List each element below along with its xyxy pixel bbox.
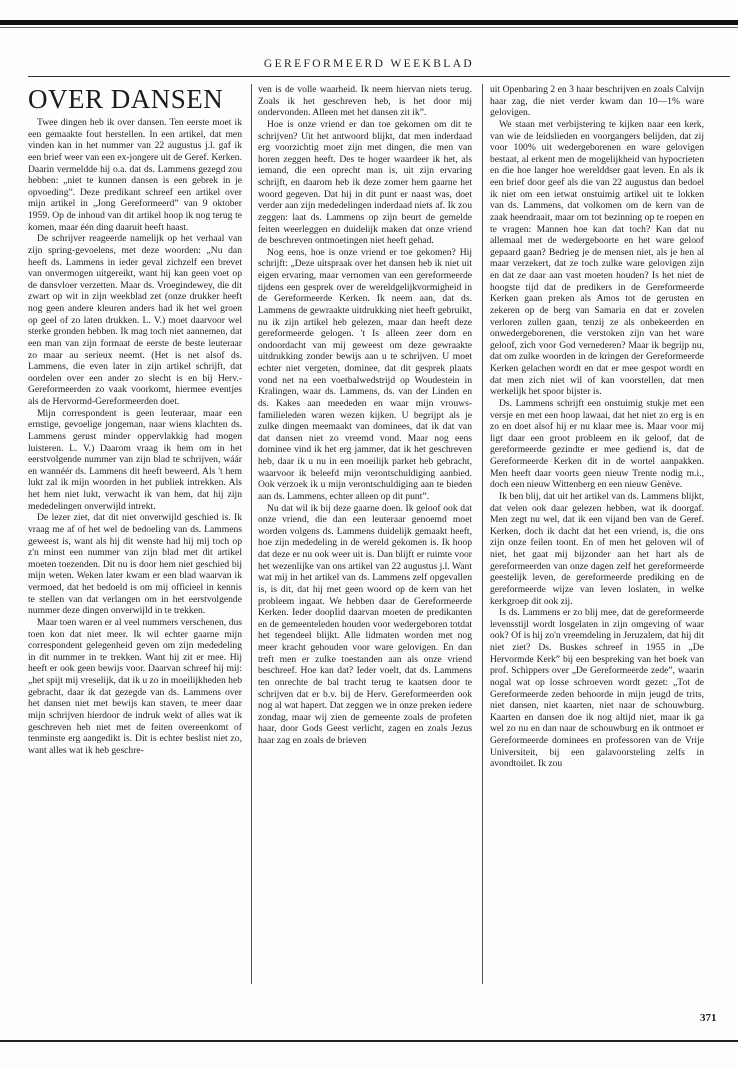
article-column-3 bbox=[490, 84, 704, 770]
top-border-rule bbox=[0, 20, 738, 25]
page-number: 371 bbox=[700, 1012, 717, 1024]
header-rule bbox=[28, 76, 730, 77]
paragraph: De schrijver reageerde namelijk op het verhaal van zijn spring-gevoelens, met deze woorden: „Nu dan heeft ds. Lammens in ieder geval zichzelf een brevet van onvermogen uitgereikt, want hij kan geen voet op de dansvloer verzetten. Maar ds. Vroegindewey, die dit zwart op wit in zijn weekblad zet (onze drukker heeft nog geen andere kleuren anders had ik het wel groen op geel of zo laten drukken. L. V.) moet daarvoor wel sterke gronden hebben. Ik mag toch niet aannemen, dat een man van zijn formaat de eerste de beste leuteraar zo maar au serieux neemt. (Het is net alsof ds. Lammens, die even later in zijn artikel schrijft, dat oordelen over een ander zo slecht is en bij Herv.-Gereformeerden zo vaak voorkomt, hiermee eventjes als de Hervormd-Gereformeerden doet. bbox=[28, 233, 242, 407]
column-divider bbox=[251, 84, 252, 984]
running-header: GEREFORMEERD WEEKBLAD bbox=[263, 58, 475, 70]
article-column-1 bbox=[28, 84, 242, 756]
paragraph: Ik ben blij, dat uit het artikel van ds. Lammens blijkt, dat velen ook daar gelezen hebben, wat ik doorgaf. Men zegt nu wel, dat ik een vijand ben van de Geref. Kerken, doch ik dacht dat het een vriend, is, die ons zijn onze feilen toont. En of men het geloven wil of niet, het gaat mij bijzonder aan het hart als de gereformeerden van onze dagen zelf het gereformeerde geestelijk leven, de gereformeerde prediking en de gereformeerde wijze van leven loslaten, in welke kerkgroep dit ook zij. bbox=[490, 490, 704, 607]
paragraph: Nu dat wil ik bij deze gaarne doen. Ik geloof ook dat onze vriend, die dan een leuteraar genoemd moet worden volgens ds. Lammens duidelijk gemaakt heeft, hoe zijn mededeling in de wereld gekomen is. Ik hoop dat deze er nu ook weer uit is. Dan blijft er ruimte voor het wezenlijke van ons artikel van 22 augustus j.l. Want wat mij in het artikel van ds. Lammens zelf opgevallen is, is dit, dat hij met geen woord op de kern van het probleem ingaat. We hebben daar de Gereformeerde Kerken. Ieder doopIid daarvan moeten de predikanten en de gemeenteleden houden voor wedergeboren totdat het tegendeel blijkt. Alle lidmaten worden met nog meer kracht gehouden voor ware gelovigen. En dan treft men er zulke toestanden aan als onze vriend beschreef. Hoe kan dat? Ieder voelt, dat ds. Lammens ten onrechte de bal tracht terug te kaatsen door te schrijven dat er b.v. bij de Herv. Gereformeerden ook nog al wat hapert. Dat zeggen we in onze preken iedere zondag, maar wij zien de gemeente zoals de profeten haar, door Gods Geest verlicht, zagen en zoals Jezus haar zag en zoals de brieven bbox=[258, 502, 472, 746]
paragraph: Hoe is onze vriend er dan toe gekomen om dit te schrijven? Uit het antwoord blijkt, dat men inderdaad erg voorzichtig moet zijn met dingen, die men van horen zeggen heeft. Des te hoger waardeer ik het, als iemand, die een oprecht man is, uit zijn ervaring schrijft, en daarom heb ik deze zomer hem gaarne het woord gegeven. Dat hij in dit punt er naast was, doet verder aan zijn mededelingen inderdaad niets af. Ik zou zeggen: laat ds. Lammens op zijn beurt de gemelde feiten weerleggen en duidelijk maken dat onze vriend de beschreven ontmoetingen niet heeft gehad. bbox=[258, 118, 472, 247]
article-column-2 bbox=[258, 84, 472, 747]
bottom-border-rule bbox=[0, 1040, 738, 1042]
paragraph: We staan met verbijstering te kijken naar een kerk, van wie de leidslieden en voorgangers belijden, dat zij voor 100% uit wedergeborenen en ware gelovigen bestaat, al erkent men de mogelijkheid van hypocrieten en die hoe langer hoe werelddser gaat leven. En als ik een brief door geef als die van 22 augustus dan bedoel ik niet om een ietwat onstuimig artikel uit te lokken van ds. Lammens, dat volkomen om de kern van de zaak heendraait, maar om tot bezinning op te roepen en te vragen: Mannen hoe kan dat toch? Kan dat nu allemaal met de wedergeboorte en het ware geloof gepaard gaan? Bedrieg je de mensen niet, als je hen al maar verzekert, dat ze toch zulke ware gelovigen zijn en dat ze daar aan vast moeten houden? Is het niet de hoogste tijd dat de predikers in de Gereformeerde Kerken gaan preken als Amos tot de gerusten en zekeren op de berg van Samaria en dat er zovelen verloren zullen gaan, tenzij ze als onbekeerden en onwedergeborenen, die verstoken zijn van het ware geloof, zich voor God vernederen? Maar ik begrijp nu, dat om zulke woorden in de kringen der Gereformeerde Kerken gelachen wordt en dat er mee gespot wordt en dat men zich niet wil of kan voorstellen, dat men werkelijk het spoor bijster is. bbox=[490, 118, 704, 398]
paragraph: De lezer ziet, dat dit niet onverwijld geschied is. Ik vraag me af of het wel de bedoeling van ds. Lammens geweest is, want als hij dit wenste had hij mij toch op z'n minst een nummer van zijn blad met dit artikel moeten toezenden. Dit nu is door hem niet geschied bij mijn weten. Weken later kwam er een blad waarvan ik vermoed, dat het bedoeld is om mij officieel in kennis te stellen van dat verlangen om in het eerstvolgende nummer deze dingen onverwijld in te trekken. bbox=[28, 512, 242, 617]
article-title: OVER DANSEN bbox=[28, 84, 224, 114]
column-divider bbox=[482, 84, 483, 984]
paragraph: Nog eens, hoe is onze vriend er toe gekomen? Hij schrijft: „Deze uitspraak over het dansen heb ik niet uit eigen ervaring, maar vernomen van een gereformeerde tijdens een gesprek over de wereldgelijkvormigheid in de Gereformeerde Kerken. Ik neem aan, dat ds. Lammens de gewraakte uitdrukking niet heeft gebruikt, nu ik zijn artikel heb gelezen, maar dan heeft deze gereformeerde gelogen. 't Is alleen zeer dom en ondoordacht van mij geweest om deze gewraakte uitdrukking zonder bewijs aan u te schrijven. U moet echter niet vergeten, dominee, dat dit gesprek plaats vond net na een voetbalwedstrijd op Woudestein in Kralingen, waar ds. Lammens, ds. van der Linden en ds. Kakes aan meededen en waar mijn vrouws-familieleden waren wezen kijken. U begrijpt als je zulke dingen meemaakt van dominees, dat ik dat van dat dansen niet zo vreemd vond. Maar nog eens dominee vind ik het erg jammer, dat ik het geschreven heb, daar ik u nu in een moeilijk parket heb gebracht, waarvoor ik beleefd mijn verontschuldiging aanbied. Ook verzoek ik u mijn verontschuldiging aan te bieden aan ds. Lammens, echter alleen op dit punt”. bbox=[258, 246, 472, 502]
paragraph: ven is de volle waarheid. Ik neem hiervan niets terug. Zoals ik het geschreven heb, is het door mij ondervonden. Alleen met het dansen zit ik”. bbox=[258, 84, 472, 119]
paragraph: Is ds. Lammens er zo blij mee, dat de gereformeerde levensstijl wordt losgelaten in zijn omgeving of waar ook? Of is hij zo'n vreemdeling in Jeruzalem, dat hij dit niet ziet? Ds. Buskes schreef in 1955 in „De Hervormde Kerk” bij een bespreking van het boek van prof. Schippers over „De Gereformeerde zede”, waarin nogal wat op losse schroeven wordt gezet: „Tot de Gereformeerde zeden behoorde in mijn jeugd de trits, niet dansen, niet kaarten, niet naar de schouwburg. Kaarten en dansen doe ik nog altijd niet, maar ik ga wel zo nu en dan naar de schouwburg en ik ontmoet er Gereformeerde dominees en professoren van de Vrije Universiteit, bij een galavoorsteling zelfs in avondtoilet. Ik zou bbox=[490, 607, 704, 770]
paragraph: uit Openbaring 2 en 3 haar beschrijven en zoals Calvijn haar zag, die niet verder kwam dan 10—1% ware gelovigen. bbox=[490, 84, 704, 119]
paragraph: Twee dingen heb ik over dansen. Ten eerste moet ik een gemaakte fout herstellen. In een artikel, dat men vinden kan in het nummer van 22 augustus j.l. gaf ik een brief weer van een ex-jongere uit de Geref. Kerken. Daarin vermeldde hij o.a. dat ds. Lammens gezegd zou hebben: „niet te kunnen dansen is een gebrek in je opvoeding”. Deze predikant schreef een artikel over mijn artikel in „Jong Gereformeerd” van 9 oktober 1959. Op de inhoud van dit artikel hoop ik nog terug te komen, maar één ding daaruit heeft haast. bbox=[28, 117, 242, 233]
paragraph: Maar toen waren er al veel nummers verschenen, dus toen kon dat niet meer. Ik wil echter gaarne mijn correspondent gelegenheid geven om zijn mededeling in dit nummer in te trekken. Want hij zit er mee. Hij heeft er ook geen bewijs voor. Daarvan schreef hij mij: „het spijt mij vreselijk, dat ik u zo in moeilijkheden heb gebracht, daar ik dat gezegde van ds. Lammens over het dansen niet met bewijs kan staven, te meer daar mijn schrijven hierdoor de indruk wekt of alles wat ik geschreven heb niet met de feiten overeenkomt of tenminste erg aangedikt is. Dit is echter beslist niet zo, want alles wat ik heb geschre- bbox=[28, 616, 242, 756]
top-border-thin-rule bbox=[0, 27, 738, 28]
paragraph: Ds. Lammens schrijft een onstuimig stukje met een versje en met een hoop lawaai, dat het niet zo erg is en zo en doet alsof hij er nu klaar mee is. Maar voor mij ligt daar een groot probleem en ik geloof, dat de gereformeerde gezindte er mee gediend is, dat de Gereformeerde Kerken dit in de wortel aanpakken. Men heeft daar voorts geen nieuw Trente nodig m.i., doch een nieuw Wittenberg en een nieuw Genève. bbox=[490, 397, 704, 491]
paragraph: Mijn correspondent is geen leuteraar, maar een ernstige, gevoelige jongeman, naar wiens klachten ds. Lammens gerust minder oppervlakkig had mogen luisteren. L. V.) Daarom vraag ik hem om in het eerstvolgende nummer van zijn blad te schrijven, wáár en wannéér ds. Lammens dit heeft beweerd. Als 't hem lukt zal ik mijn woorden in het publiek intrekken. Als het hem niet lukt, verwacht ik van hem, dat hij zijn mededelingen onverwijld intrekt. bbox=[28, 407, 242, 512]
